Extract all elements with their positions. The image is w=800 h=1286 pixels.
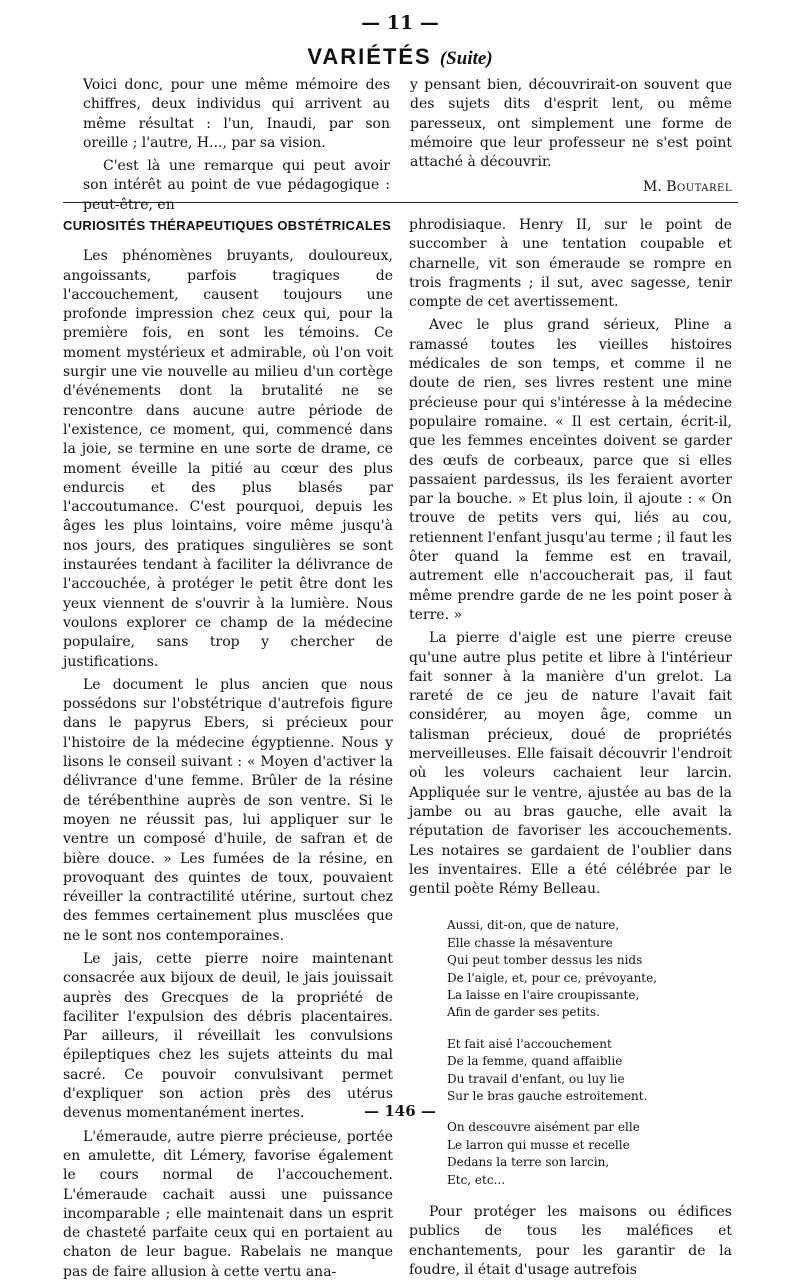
paragraph: Les phénomènes bruyants, douloureux, angoissants, parfois tragiques de l'accouchement, causent toujours une profonde impression chez ceux qui, pour la première fois, en sont les témoins. Ce moment mystérieux et admirable, où l'on voit surgir une vie nouvelle au milieu d'un cortège d'événements dont la brutalité ne se rencontre dans aucune autre période de l'existence, ce moment, qui, commencé dans la joie, se termine en une sorte de drame, ce moment éveille la pitié au cœur des plus endurcis et des plus blasés par l'accoutumance. C'est pourquoi, depuis les âges les plus lointains, voire même jusqu'à nos jours, des pratiques singulières se sont instaurées tendant à faciliter la délivrance de l'accouchée, à protéger le petit être dont les yeux viennent de s'ouvrir à la lumière. Nous voulons explorer ce champ de la médecine populaire, sans trop y chercher de justifications.: [63, 248, 393, 670]
poem: [447, 917, 732, 1189]
page-marker: — 11 —: [361, 12, 439, 34]
poem-line: Et fait aisé l'accouchement: [447, 1036, 612, 1051]
poem-line: Dedans la terre son larcin,: [447, 1155, 610, 1170]
poem-line: Du travail d'enfant, ou luy lie: [447, 1071, 625, 1086]
poem-line: Sur le bras gauche estroitement.: [447, 1089, 648, 1104]
poem-line: De l'aigle, et, pour ce, prévoyante,: [447, 970, 658, 985]
poem-stanza: [447, 917, 732, 1021]
article-left-column: [63, 216, 393, 1286]
paragraph: Voici donc, pour une même mémoire des chiffres, deux individus qui arrivent au même résultat : l'un, Inaudi, par son oreille ; l'autre, H..., par sa vision.: [83, 77, 390, 151]
paragraph: C'est là une remarque qui peut avoir son intérêt au point de vue pédagogique : peut-être, en: [83, 158, 390, 213]
section-divider: [63, 202, 738, 203]
paragraph: Le jais, cette pierre noire maintenant consacrée aux bijoux de deuil, le jais jouissait auprès des Grecques de la propriété de faciliter l'expulsion des débris placentaires. Par ailleurs, il réveillait les convulsions épileptiques chez les sujets atteints du mal sacré. Ce pouvoir convulsivant permet d'expliquer son action près des utérus devenus momentanément inertes.: [63, 950, 393, 1122]
paragraph: La pierre d'aigle est une pierre creuse qu'une autre plus petite et libre à l'intérieur fait sonner à la manière d'un grelot. La rareté de ce jeu de nature l'avait fait considérer, au moyen âge, comme un talisman précieux, doué de propriétés merveilleuses. Elle faisait découvrir l'endroit où les voleurs cachaient leur larcin. Appliquée sur le ventre, ajustée au bas de la jambe ou au bras gauche, elle avait la réputation de favoriser les accouchements. Les notaires se gardaient de l'oublier dans les inventaires. Elle a été célébrée par le gentil poète Rémy Belleau.: [409, 630, 732, 898]
poem-stanza: [447, 1119, 732, 1189]
poem-line: Etc, etc...: [447, 1172, 506, 1187]
poem-line: Aussi, dit-on, que de nature,: [447, 918, 620, 933]
poem-line: Qui peut tomber dessus les nids: [447, 953, 643, 968]
article-title: CURIOSITÉS THÉRAPEUTIQUES OBSTÉTRICALES: [63, 218, 392, 233]
paragraph: Pour protéger les maisons ou édifices publics de tous les maléfices et enchantements, pour les garantir de la foudre, il était d'usage autrefois: [409, 1204, 732, 1278]
signature-name: Boutarel: [666, 179, 732, 196]
paragraph: y pensant bien, découvrirait-on souvent que des sujets dits d'esprit lent, ou même paresseux, ont simplement une forme de mémoire que leur professeur ne s'est point attaché à découvrir.: [410, 77, 732, 171]
poem-line: De la femme, quand affaiblie: [447, 1054, 623, 1069]
poem-line: La laisse en l'aire croupissante,: [447, 988, 640, 1003]
top-left-column: [83, 76, 390, 219]
paragraph: phrodisiaque. Henry II, sur le point de succomber à une tentation coupable et charnelle, vit son émeraude se rompre en trois fragments ; il sut, avec sagesse, tenir compte de cet avertissement.: [409, 217, 732, 311]
section-heading: [0, 44, 800, 70]
section-title-suffix: (Suite): [439, 48, 493, 69]
author-signature: [410, 178, 732, 197]
paragraph: Le document le plus ancien que nous possédons sur l'obstétrique d'autrefois figure dans le papyrus Ebers, si précieux pour l'histoire de la médecine égyptienne. Nous y lisons le conseil suivant : « Moyen d'activer la délivrance d'une femme. Brûler de la résine de térébenthine auprès de son ventre. Si le moyen ne réussit pas, lui appliquer sur le ventre un composé d'huile, de safran et de bière douce. » Les fumées de la résine, en provoquant des quintes de toux, pouvaient réveiller la contractilité utérine, surtout chez des femmes certainement plus musclées que ne le sont nos contemporaines.: [63, 676, 393, 944]
poem-line: Elle chasse la mésaventure: [447, 935, 613, 950]
poem-line: On descouvre aisément par elle: [447, 1120, 640, 1135]
article-right-column: [409, 216, 732, 1284]
poem-line: Le larron qui musse et recelle: [447, 1137, 630, 1152]
paragraph: Avec le plus grand sérieux, Pline a ramassé toutes les vieilles histoires médicales de son temps, et comme il ne doute de rien, ses livres restent une mine précieuse pour qui s'intéresse à la médecine populaire romaine. « Il est certain, écrit-il, que les femmes enceintes doivent se garder des œufs de corbeaux, parce que si elles passaient pardessus, ils les feraient avorter par la bouche. » Et plus loin, il ajoute : « On trouve de petits vers qui, liés au cou, retiennent l'enfant jusqu'au terme ; il faut les ôter quand la femme est en travail, autrement elle n'accoucherait pas, il faut même prendre garde de ne les point poser à terre. »: [409, 317, 732, 623]
poem-stanza: [447, 1036, 732, 1106]
section-title: VARIÉTÉS: [307, 44, 432, 69]
paragraph: L'émeraude, autre pierre précieuse, portée en amulette, dit Lémery, favorise également le cours normal de l'accouchement. L'émeraude cachait aussi une puissance incomparable ; elle maintenait dans un esprit de chasteté parfaite ceux qui en portaient au chaton de leur bague. Rabelais ne manque pas de faire allusion à cette vertu ana-: [63, 1128, 393, 1280]
page-number: — 146 —: [364, 1102, 436, 1120]
poem-line: Afin de garder ses petits.: [447, 1005, 600, 1020]
top-right-column: [410, 76, 732, 202]
signature-initial: M.: [643, 179, 662, 196]
